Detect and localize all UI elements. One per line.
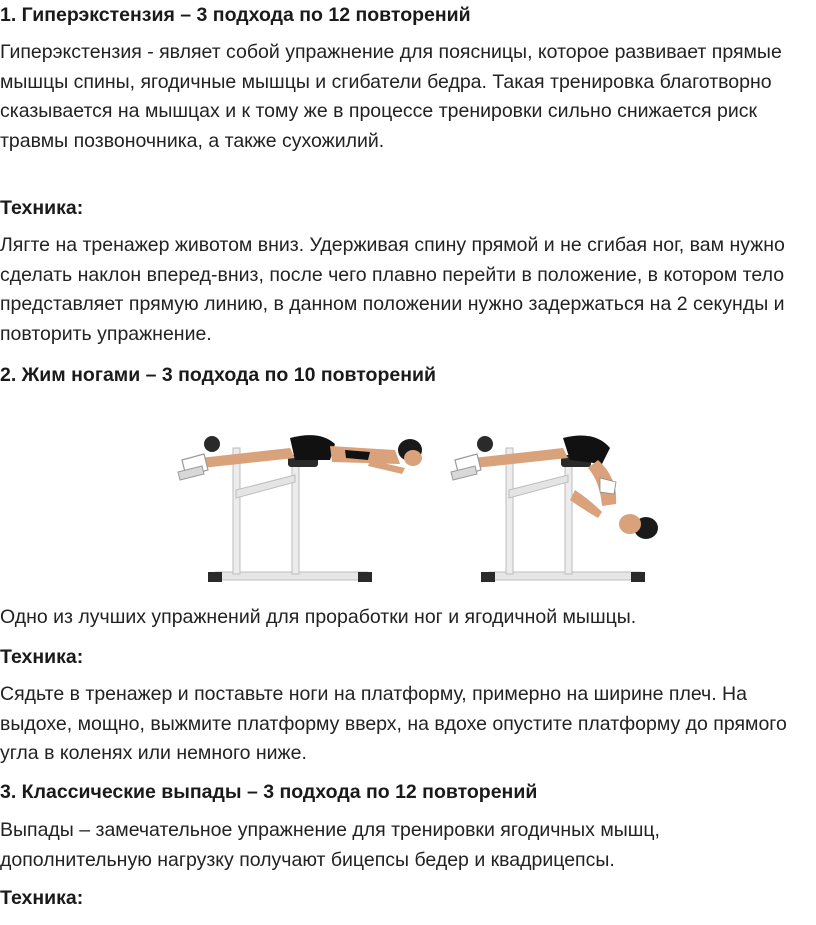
hyperextension-illustration — [170, 420, 670, 592]
section1-heading: 1. Гиперэкстензия – 3 подхода по 12 повторений — [0, 4, 471, 26]
exercise-figure-svg — [170, 420, 670, 592]
section3-heading: 3. Классические выпады – 3 подхода по 12 повторений — [0, 781, 538, 803]
section2-intro: Одно из лучших упражнений для проработки ног и ягодичной мышцы. — [0, 606, 637, 628]
section1-technique-text: Лягте на тренажер животом вниз. Удерживая спину прямой и не сгибая ног, вам нужно сделать наклон вперед-вниз, после чего плавно перейти в положение, в котором тело представляет прямую линию, в данном положении нужно задержаться на 2 секунды и повторить упражнение. — [0, 234, 785, 345]
section1-intro: Гиперэкстензия - являет собой упражнение для поясницы, которое развивает прямые мышцы спины, ягодичные мышцы и сгибатели бедра. Такая тренировка благотворно сказывается на мышцах и к тому же в процессе тренировки сильно снижается риск травмы позвоночника, а также сухожилий. — [0, 41, 782, 152]
section3-intro: Выпады – замечательное упражнение для тренировки ягодичных мышц, дополнительную нагрузку получают бицепсы бедер и квадрицепсы. — [0, 819, 660, 871]
section2-technique-text: Сядьте в тренажер и поставьте ноги на платформу, примерно на ширине плеч. На выдохе, мощно, выжмите платформу вверх, на вдохе опустите платформу до прямого угла в коленях или немного ниже. — [0, 683, 787, 764]
section2-technique-label: Техника: — [0, 646, 84, 668]
section1-technique-label: Техника: — [0, 197, 84, 219]
section3-technique-label: Техника: — [0, 887, 84, 909]
section2-heading: 2. Жим ногами – 3 подхода по 10 повторений — [0, 364, 436, 386]
